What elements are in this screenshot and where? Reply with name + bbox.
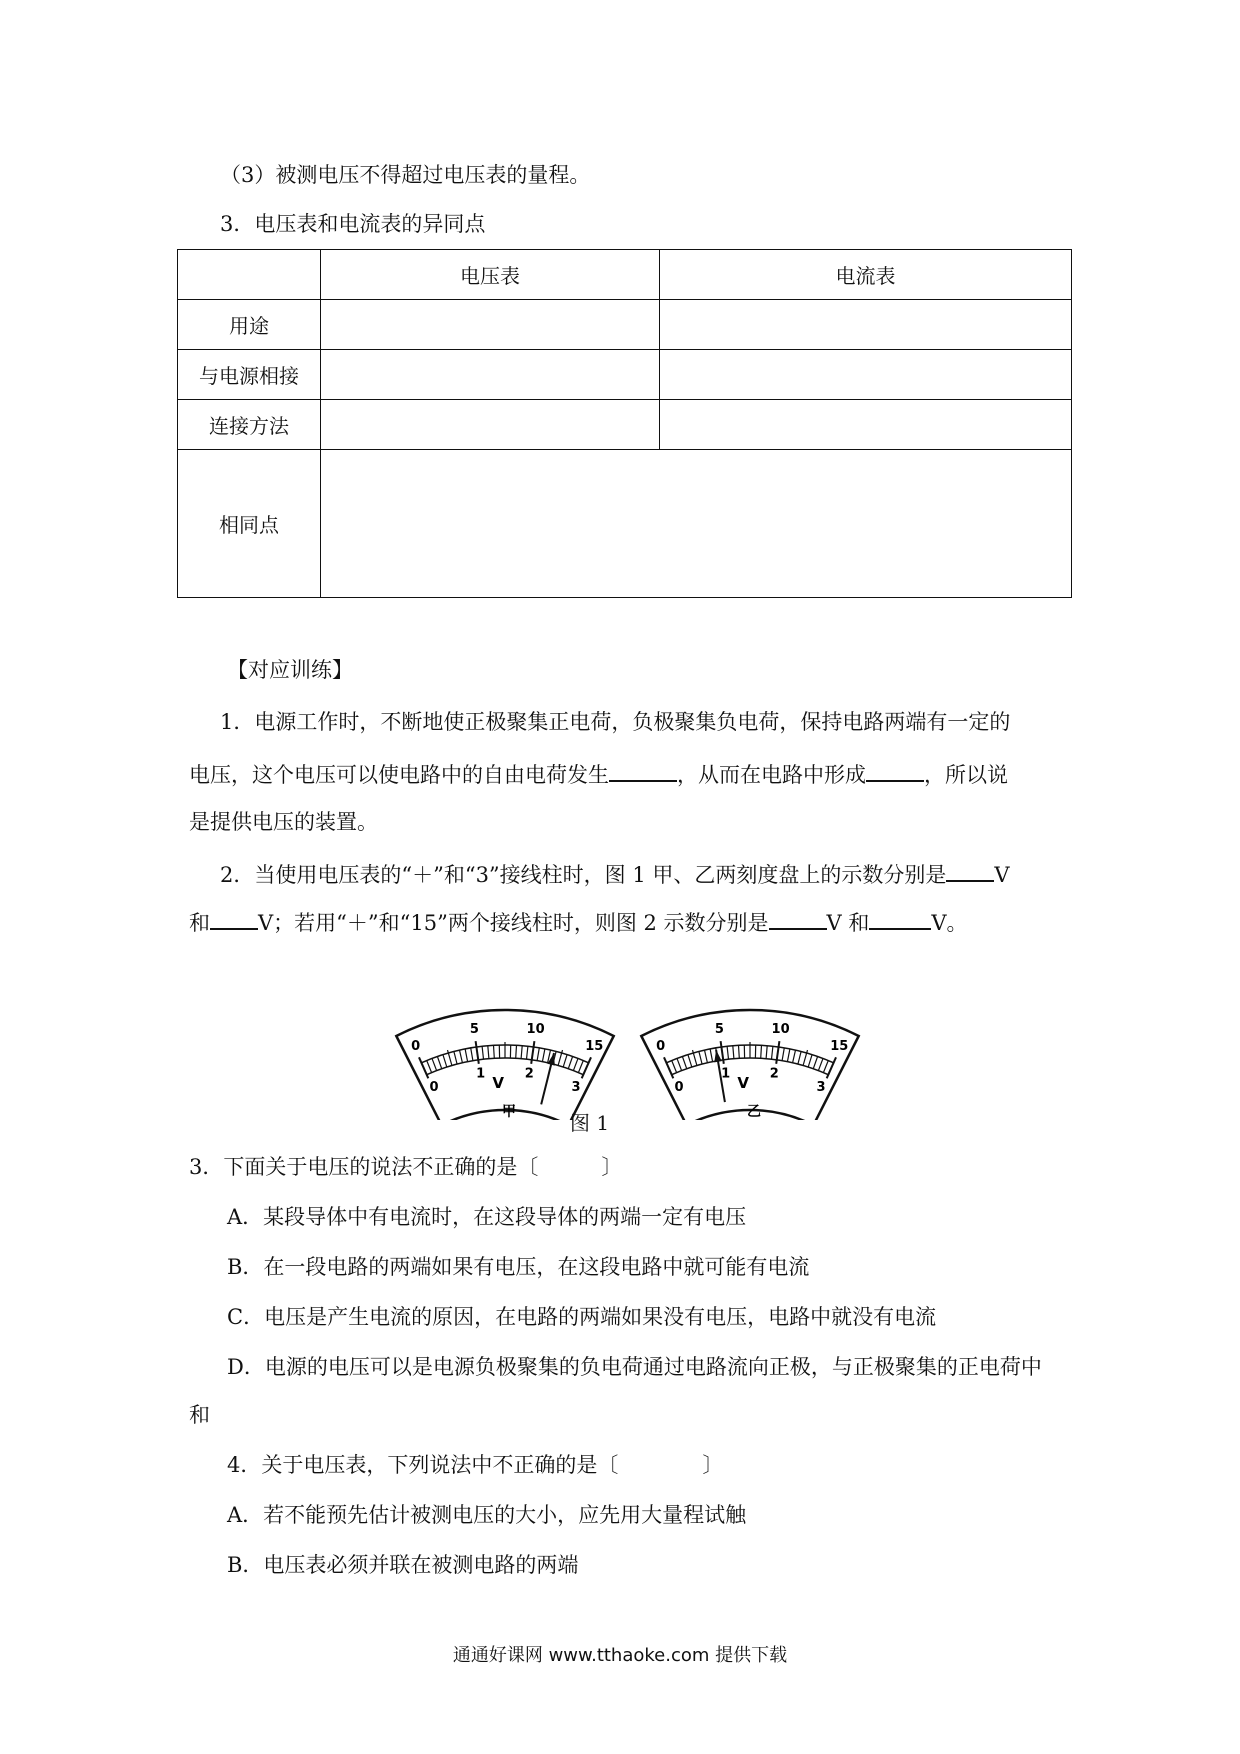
q2-text-b: V: [994, 863, 1010, 887]
q2-line-1: [220, 862, 1010, 886]
q1-text-b: ，从而在电路中形成: [677, 763, 866, 787]
voltmeter-dial-jia: [385, 1000, 625, 1120]
page-footer: 通通好课网 www.tthaoke.com 提供下载: [452, 1645, 788, 1666]
answer-blank[interactable]: [869, 910, 931, 930]
q4-stem: 4．关于电压表，下列说法中不正确的是〔 〕: [227, 1453, 724, 1477]
table-cell-empty: [660, 300, 1072, 350]
q1-line-1: 1．电源工作时，不断地使正极聚集正电荷，负极聚集负电荷，保持电路两端有一定的: [220, 710, 1011, 734]
section-heading-3: 3．电压表和电流表的异同点: [220, 212, 486, 236]
q3-stem: 3．下面关于电压的说法不正确的是〔 〕: [189, 1155, 623, 1179]
row-label-purpose: 用途: [178, 300, 321, 350]
q3-option-a: A．某段导体中有电流时，在这段导体的两端一定有电压: [227, 1205, 747, 1229]
answer-blank[interactable]: [609, 762, 677, 782]
q3-option-d-cont: 和: [189, 1403, 210, 1427]
q3-option-d: D．电源的电压可以是电源负极聚集的负电荷通过电路流向正极，与正极聚集的正电荷中: [227, 1355, 1042, 1379]
scale-label-bottom: 1: [476, 1066, 486, 1082]
col-header-ammeter: 电流表: [660, 250, 1072, 300]
col-header-voltmeter: 电压表: [321, 250, 660, 300]
table-cell-empty: [321, 450, 1072, 598]
q2-text-c: 和: [189, 911, 210, 935]
row-label-similarities: 相同点: [178, 450, 321, 598]
q3-option-c: C．电压是产生电流的原因，在电路的两端如果没有电压，电路中就没有电流: [227, 1305, 937, 1329]
q1-text-c: ，所以说: [924, 763, 1008, 787]
q2-line-2: [189, 910, 968, 934]
scale-label-top: 5: [469, 1022, 479, 1038]
meter-svg: [630, 1000, 870, 1120]
practice-heading: 【对应训练】: [227, 658, 353, 682]
table-cell-empty: [321, 300, 660, 350]
meter-svg: [385, 1000, 625, 1120]
q4-option-a: A．若不能预先估计被测电压的大小，应先用大量程试触: [227, 1503, 747, 1527]
q1-line-2: [189, 762, 1008, 786]
scale-label-bottom: 2: [524, 1066, 534, 1082]
table-cell-empty: [321, 350, 660, 400]
scale-label-top: 0: [411, 1039, 421, 1054]
table-cell-empty: [660, 350, 1072, 400]
unit-label: V: [492, 1074, 505, 1093]
q2-text-e: V 和: [826, 911, 870, 935]
scale-label-bottom: 0: [429, 1080, 439, 1096]
answer-blank[interactable]: [866, 762, 924, 782]
scale-label-top: 0: [656, 1039, 666, 1054]
scale-label-bottom: 0: [674, 1080, 684, 1096]
table-cell-empty: [660, 400, 1072, 450]
item-3-text: （3）被测电压不得超过电压表的量程。: [220, 163, 591, 187]
q2-text-d: V；若用“＋”和“15”两个接线柱时，则图 2 示数分别是: [258, 911, 769, 935]
answer-blank[interactable]: [946, 862, 994, 882]
scale-label-top: 15: [585, 1039, 604, 1054]
scale-tick: [739, 1045, 740, 1058]
q1-line-3: 是提供电压的装置。: [189, 810, 378, 834]
q2-text-a: 2．当使用电压表的“＋”和“3”接线柱时，图 1 甲、乙两刻度盘上的示数分别是: [220, 863, 947, 887]
table-corner-cell: [178, 250, 321, 300]
figure-caption: 图 1: [570, 1111, 610, 1135]
scale-label-top: 15: [830, 1039, 849, 1054]
comparison-table: [177, 249, 1072, 598]
scale-label-bottom: 3: [571, 1080, 581, 1096]
row-label-connection-method: 连接方法: [178, 400, 321, 450]
scale-label-top: 10: [771, 1022, 790, 1038]
scale-label-top: 10: [526, 1022, 545, 1038]
scale-tick: [494, 1045, 495, 1058]
q1-text-a: 电压，这个电压可以使电路中的自由电荷发生: [189, 763, 609, 787]
q4-option-b: B．电压表必须并联在被测电路的两端: [227, 1553, 579, 1577]
answer-blank[interactable]: [210, 910, 258, 930]
scale-label-bottom: 2: [769, 1066, 779, 1082]
table-cell-empty: [321, 400, 660, 450]
meter-label: 乙: [747, 1104, 761, 1120]
scale-label-bottom: 3: [816, 1080, 826, 1096]
scale-tick: [761, 1045, 762, 1058]
meter-label: 甲: [502, 1104, 516, 1120]
scale-tick: [516, 1045, 517, 1058]
q3-option-b: B．在一段电路的两端如果有电压，在这段电路中就可能有电流: [227, 1255, 810, 1279]
answer-blank[interactable]: [769, 910, 827, 930]
row-label-power-connection: 与电源相接: [178, 350, 321, 400]
q2-text-f: V。: [931, 911, 968, 935]
unit-label: V: [737, 1074, 750, 1093]
scale-label-top: 5: [714, 1022, 724, 1038]
scale-label-bottom: 1: [721, 1066, 731, 1082]
voltmeter-dial-yi: [630, 1000, 870, 1120]
